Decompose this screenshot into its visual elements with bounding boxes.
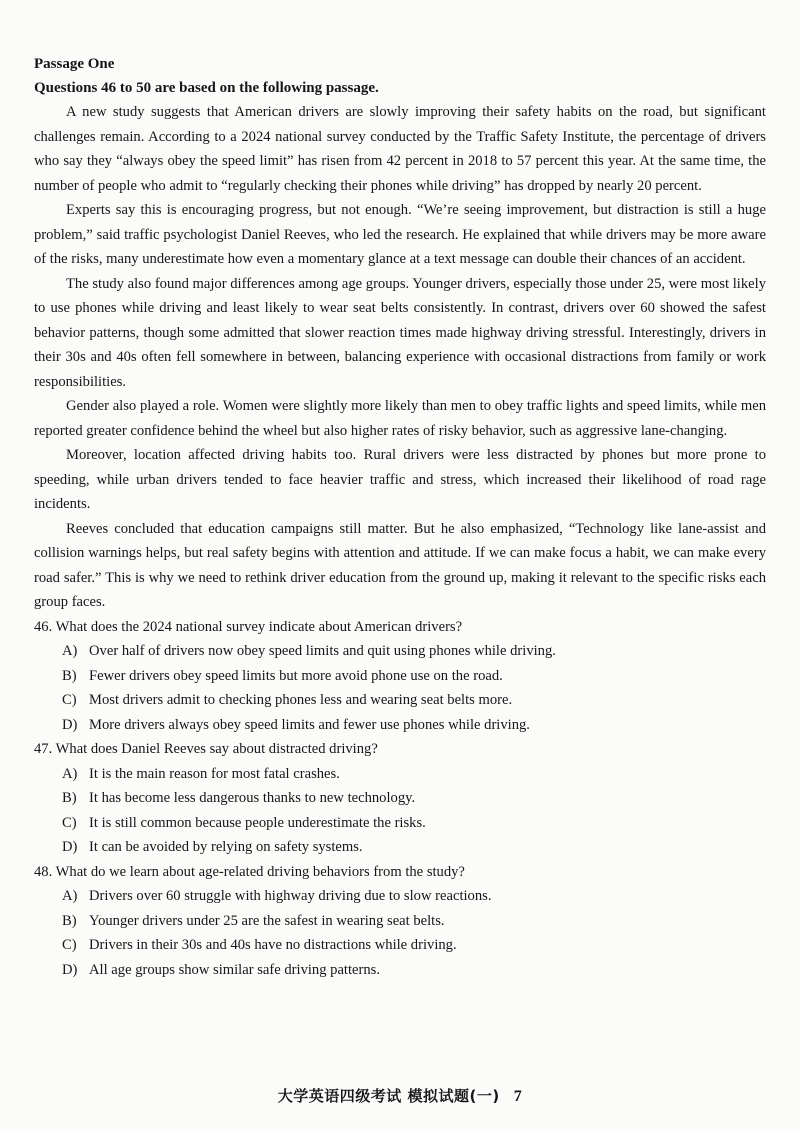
- option-text: Younger drivers under 25 are the safest in wearing seat belts.: [89, 912, 445, 929]
- option-a[interactable]: [34, 884, 766, 909]
- option-text: It can be avoided by relying on safety systems.: [89, 839, 363, 855]
- option-b[interactable]: [34, 786, 766, 811]
- page-footer: [0, 1085, 800, 1106]
- question-stem: 48. What do we learn about age-related driving behaviors from the study?: [34, 863, 465, 880]
- passage-instruction: Questions 46 to 50 are based on the following passage.: [34, 80, 379, 96]
- option-letter: D): [62, 961, 78, 978]
- option-letter: D): [62, 839, 78, 855]
- question-stem: 47. What does Daniel Reeves say about distracted driving?: [34, 741, 378, 757]
- passage-paragraph: Reeves concluded that education campaigns still matter. But he also emphasized, “Technology like lane-assist and collision warnings helps, but real safety begins with attention and attitude. If we can make focus a habit, we can make every road safer.” This is why we need to rethink driver education from the ground up, making it relevant to the specific risks each group faces.: [34, 520, 766, 610]
- option-letter: A): [62, 765, 78, 782]
- option-letter: A): [62, 643, 78, 659]
- question-46: [34, 615, 766, 738]
- passage-paragraph: Experts say this is encouraging progress, but not enough. “We’re seeing improvement, but distraction is still a huge problem,” said traffic psychologist Daniel Reeves, who led the research. He explained that while drivers may be more aware of the risks, many underestimate how even a momentary glance at a text message can double their chances of an accident.: [34, 202, 766, 267]
- option-letter: B): [62, 667, 77, 684]
- option-a[interactable]: [34, 639, 766, 664]
- option-letter: B): [62, 912, 77, 929]
- option-letter: B): [62, 790, 77, 806]
- passage-paragraph: The study also found major differences among age groups. Younger drivers, especially those under 25, were most likely to use phones while driving and least likely to wear seat belts consistently. In contrast, drivers over 60 showed the safest behavior patterns, though some admitted that slower reaction times made highway driving stressful. Interestingly, drivers in their 30s and 40s often fell somewhere in between, balancing experience with occasional distractions from family or work responsibilities.: [34, 275, 766, 390]
- question-48: [34, 860, 766, 983]
- passage-paragraph: A new study suggests that American drivers are slowly improving their safety habits on the road, but significant challenges remain. According to a 2024 national survey conducted by the Traffic Safety Institute, the percentage of drivers who say they “always obey the speed limit” has risen from 42 percent in 2018 to 57 percent this year. At the same time, the number of people who admit to “regularly checking their phones while driving” has dropped by nearly 20 percent.: [34, 104, 766, 194]
- footer-title: 大学英语四级考试 模拟试题(一): [277, 1087, 500, 1105]
- option-text: Fewer drivers obey speed limits but more avoid phone use on the road.: [89, 667, 503, 684]
- option-text: Over half of drivers now obey speed limits and quit using phones while driving.: [89, 643, 556, 659]
- option-letter: C): [62, 937, 77, 953]
- option-letter: D): [62, 716, 78, 733]
- option-text: It has become less dangerous thanks to new technology.: [89, 790, 416, 806]
- passage-paragraph: Gender also played a role. Women were slightly more likely than men to obey traffic lights and speed limits, while men reported greater confidence behind the wheel but also higher rates of risky behavior, such as aggressive lane-changing.: [34, 398, 766, 439]
- option-b[interactable]: [34, 664, 766, 689]
- option-text: It is still common because people underestimate the risks.: [89, 814, 426, 831]
- option-b[interactable]: [34, 909, 766, 934]
- option-c[interactable]: [34, 688, 766, 713]
- question-stem: 46. What does the 2024 national survey indicate about American drivers?: [34, 618, 463, 635]
- passage-body: [34, 100, 766, 615]
- option-c[interactable]: [34, 933, 766, 958]
- option-letter: A): [62, 888, 78, 904]
- option-text: It is the main reason for most fatal crashes.: [89, 765, 340, 782]
- question-47: [34, 737, 766, 860]
- passage-paragraph: Moreover, location affected driving habits too. Rural drivers were less distracted by phones but more prone to speeding, while urban drivers tended to face heavier traffic and stress, which increased their likelihood of road rage incidents.: [34, 447, 766, 512]
- option-letter: C): [62, 814, 77, 831]
- option-d[interactable]: [34, 713, 766, 738]
- option-c[interactable]: [34, 811, 766, 836]
- option-text: All age groups show similar safe driving patterns.: [89, 961, 381, 978]
- option-text: More drivers always obey speed limits and fewer use phones while driving.: [89, 716, 530, 733]
- page-number: 7: [513, 1088, 523, 1105]
- option-d[interactable]: [34, 958, 766, 983]
- option-text: Drivers in their 30s and 40s have no distractions while driving.: [89, 937, 457, 953]
- option-letter: C): [62, 692, 77, 708]
- option-a[interactable]: [34, 762, 766, 787]
- passage-title: Passage One: [34, 56, 115, 72]
- option-text: Drivers over 60 struggle with highway driving due to slow reactions.: [89, 888, 492, 904]
- exam-page: [34, 52, 766, 982]
- option-text: Most drivers admit to checking phones less and wearing seat belts more.: [89, 692, 513, 708]
- option-d[interactable]: [34, 835, 766, 860]
